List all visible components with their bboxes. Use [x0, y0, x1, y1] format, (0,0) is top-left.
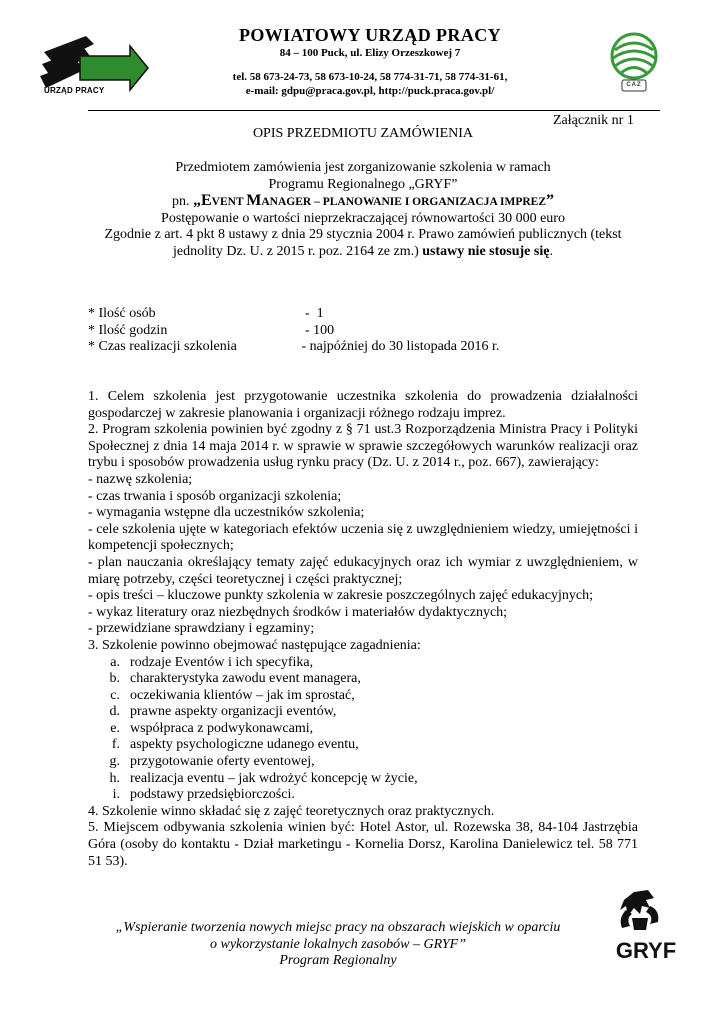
topic-item: h. realizacja eventu – jak wdrożyć koncepcję w życie, [109, 770, 418, 786]
paragraph-3: 3. Szkolenie powinno obejmować następujące zagadnienia: [88, 637, 421, 653]
paragraph-4: 4. Szkolenie winno składać się z zajęć teoretycznych oraz praktycznych. [88, 803, 495, 819]
topic-item: i. podstawy przedsiębiorczości. [112, 787, 295, 803]
dash-item: - nazwę szkolenia; [88, 471, 193, 487]
topic-item: g. przygotowanie oferty eventowej, [109, 754, 315, 770]
document-title: OPIS PRZEDMIOTU ZAMÓWIENIA [252, 126, 474, 141]
svg-text:GRYF: GRYF [615, 938, 677, 962]
intro-line-6: jednolity Dz. U. z 2015 r. poz. 2164 ze zm.) ustawy nie stosuje się. [173, 243, 553, 259]
param-row: * Ilość osób - 1 [88, 306, 324, 321]
topics-list [88, 655, 638, 804]
intro-line-4: Postępowanie o wartości nieprzekraczającej równowartości 30 000 euro [161, 210, 565, 226]
event-name-line [88, 193, 638, 211]
topic-item: d. prawne aspekty organizacji eventów, [109, 704, 337, 720]
footer-line-2: o wykorzystanie lokalnych zasobów – GRYF” [209, 936, 466, 952]
parameters-list [88, 306, 638, 356]
event-name: „EVENT MANAGER – PLANOWANIE I ORGANIZACJA IMPREZ” [192, 192, 555, 210]
footer-slogan [88, 920, 588, 970]
topic-item: f. aspekty psychologiczne udanego eventu, [111, 737, 359, 753]
org-email-web: e-mail: gdpu@praca.gov.pl, http://puck.praca.gov.pl/ [245, 85, 495, 97]
annex-label: Załącznik nr 1 [553, 113, 634, 128]
param-row: * Czas realizacji szkolenia - najpóźniej do 30 listopada 2016 r. [88, 339, 500, 355]
intro-line-5: Zgodnie z art. 4 pkt 8 ustawy z dnia 29 stycznia 2004 r. Prawo zamówień publicznych (tekst [104, 227, 622, 243]
caz-label: CAZ [626, 82, 642, 88]
dash-item: - wymagania wstępne dla uczestników szkolenia; [88, 505, 365, 521]
org-phones: tel. 58 673-24-73, 58 673-10-24, 58 774-31-71, 58 774-31-61, [232, 71, 508, 83]
paragraph-5: 5. Miejscem odbywania szkolenia winien być: Hotel Astor, ul. Rozewska 38, 84-104 Jastrzębia Góra (osoby do kontaktu - Dział marketingu - Kornelia Dorsz, Karolina Danielewicz tel. 58 771 51 53). [88, 820, 638, 869]
org-name: POWIATOWY URZĄD PRACY [238, 25, 502, 45]
event-prefix: pn. [171, 194, 193, 210]
intro-line-2: Programu Regionalnego „GRYF” [268, 176, 458, 192]
org-info [170, 24, 570, 98]
topic-item: c. oczekiwania klientów – jak im sprostać, [110, 687, 355, 703]
footer-line-3: Program Regionalny [279, 953, 397, 969]
topic-item: e. współpraca z podwykonawcami, [110, 720, 314, 736]
topic-item: b. charakterystyka zawodu event managera, [109, 671, 361, 687]
org-address: 84 – 100 Puck, ul. Elizy Orzeszkowej 7 [279, 47, 461, 59]
intro-line-1: Przedmiotem zamówienia jest zorganizowanie szkolenia w ramach [175, 160, 551, 175]
intro-block [88, 160, 638, 261]
footer-line-1: „Wspieranie tworzenia nowych miejsc pracy na obszarach wiejskich w oparciu [115, 920, 561, 935]
logo-label: URZĄD PRACY [44, 86, 105, 95]
param-row: * Ilość godzin - 100 [88, 322, 335, 338]
body-text [88, 389, 638, 870]
dash-item: - wykaz literatury oraz niezbędnych środków i materiałów dydaktycznych; [88, 604, 508, 620]
paragraph-2: 2. Program szkolenia powinien być zgodny z § 71 ust.3 Rozporządzenia Ministra Pracy i Polityki Społecznej z dnia 14 maja 2014 r. w sprawie w sprawie szczegółowych warunków realizacji oraz trybu i sposobów prowadzenia usług rynku pracy (Dz. U. z 2014 r., poz. 667), zawierający: [88, 422, 638, 471]
dash-item: - opis treści – kluczowe punkty szkolenia w zakresie poszczególnych zajęć edukacyjnych; [88, 588, 593, 604]
letterhead [0, 0, 725, 114]
dash-item: - cele szkolenia ujęte w kategoriach efektów uczenia się z uwzględnieniem wiedzy, umiejętności i kompetencji społecznych; [88, 521, 638, 554]
dash-item: - plan nauczania określający tematy zajęć edukacyjnych oraz ich wymiar z uwzględnieniem, w miarę potrzeby, części teoretycznej i części praktycznej; [88, 554, 638, 587]
header-divider [88, 110, 660, 111]
dash-item: - czas trwania i sposób organizacji szkolenia; [88, 488, 342, 504]
topic-item: a. rodzaje Eventów i ich specyfika, [110, 654, 314, 670]
dash-item: - przewidziane sprawdziany i egzaminy; [88, 621, 315, 637]
gryf-logo [596, 888, 696, 962]
paragraph-1: 1. Celem szkolenia jest przygotowanie uczestnika szkolenia do prowadzenia działalności gospodarczej w zakresie planowania i organizacji różnego rodzaju imprez. [88, 389, 638, 421]
